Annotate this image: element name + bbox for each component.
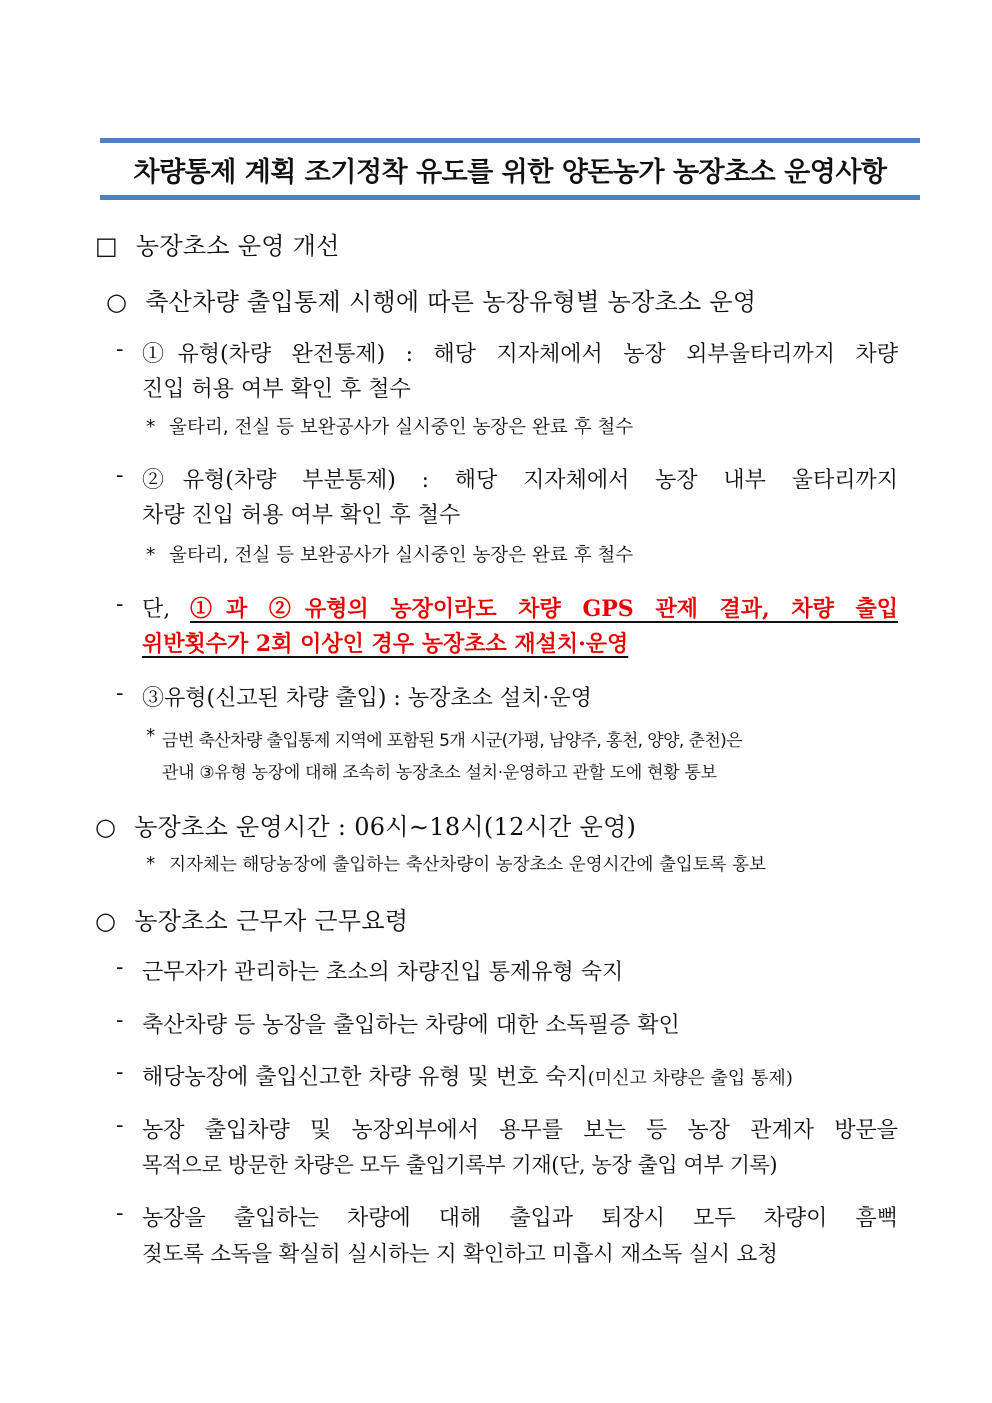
exception-dash: - [116,592,124,617]
note2 [146,541,633,567]
note1 [146,413,633,439]
asterisk-icon: * [146,854,156,875]
section-heading [95,226,340,261]
title-box [100,138,920,200]
item1-line [106,282,756,317]
item2-text: 농장초소 운영시간 : 06시∼18시(12시간 운영) [134,813,637,841]
asterisk-icon: * [146,417,156,438]
type2-line1: ②유형(차량 부분통제) : 해당 지자체에서 농장 내부 울타리까지 [142,468,898,493]
note3-line1: 금번 축산차량 출입통제 지역에 포함된 5개 시군(가평, 남양주, 홍천, 양양, 춘천)은 [162,731,743,751]
d5-line2: 젖도록 소독을 확실히 실시하는 지 확인하고 미흡시 재소독 실시 요청 [142,1242,778,1267]
d3-text: 해당농장에 출입신고한 차량 유형 및 번호 숙지 [142,1065,588,1090]
item2-line [95,807,636,842]
d4-line1: 농장 출입차량 및 농장외부에서 용무를 보는 등 농장 관계자 방문을 [142,1118,898,1143]
d5-line1: 농장을 출입하는 차량에 대해 출입과 퇴장시 모두 차량이 흠뻑 [142,1206,898,1231]
asterisk-icon: * [146,545,156,566]
d3-dash: - [116,1060,124,1085]
exception-line2: 위반횟수가 2회 이상인 경우 농장초소 재설치·운영 [142,631,629,657]
d3-small: (미신고 차량은 출입 통제) [587,1068,793,1089]
note2-text: 울타리, 전실 등 보완공사가 실시중인 농장은 완료 후 철수 [169,545,634,566]
type1-dash: - [116,337,124,362]
d1-text: 근무자가 관리하는 초소의 차량진입 통제유형 숙지 [142,960,624,985]
item2-note-text: 지자체는 해당농장에 출입하는 축산차량이 농장초소 운영시간에 출입토록 홍보 [169,855,766,875]
d5-dash: - [116,1201,124,1226]
item1-text: 축산차량 출입통제 시행에 따른 농장유형별 농장초소 운영 [145,288,757,316]
d4-line2: 목적으로 방문한 차량은 모두 출입기록부 기재(단, 농장 출입 여부 기록) [142,1153,778,1177]
item3-text: 농장초소 근무자 근무요령 [134,907,409,935]
exception-prefix: 단, [142,597,171,622]
checkbox-marker-icon: □ [95,232,118,260]
d3 [142,1060,793,1091]
d2-dash: - [116,1008,124,1033]
type2-dash: - [116,463,124,488]
type2-line2: 차량 진입 허용 여부 확인 후 철수 [142,503,461,528]
note3-line2: 관내 ③유형 농장에 대해 조속히 농장초소 설치·운영하고 관할 도에 현황 통보 [162,763,717,783]
type1-line1: ①유형(차량 완전통제) : 해당 지자체에서 농장 외부울타리까지 차량 [142,342,898,367]
d1-dash: - [116,955,124,980]
type1-line2: 진입 허용 여부 확인 후 철수 [142,377,411,402]
circle-bullet-icon: ○ [106,288,128,316]
section-heading-text: 농장초소 운영 개선 [135,232,340,260]
d4-dash: - [116,1113,124,1138]
circle-bullet-icon: ○ [95,907,117,935]
exception-line1: ①과 ②유형의 농장이라도 차량 GPS 관제 결과, 차량 출입 [190,596,898,622]
circle-bullet-icon: ○ [95,813,117,841]
page-title: 차량통제 계획 조기정착 유도를 위한 양돈농가 농장초소 운영사항 [133,156,887,188]
note1-text: 울타리, 전실 등 보완공사가 실시중인 농장은 완료 후 철수 [169,417,634,438]
item3-line [95,901,408,936]
d2-text: 축산차량 등 농장을 출입하는 차량에 대한 소독필증 확인 [142,1013,680,1038]
note3-star: * [146,726,156,747]
type3-dash: - [116,681,124,706]
item2-note [146,851,766,876]
type3-text: ③유형(신고된 차량 출입) : 농장초소 설치·운영 [142,686,592,711]
